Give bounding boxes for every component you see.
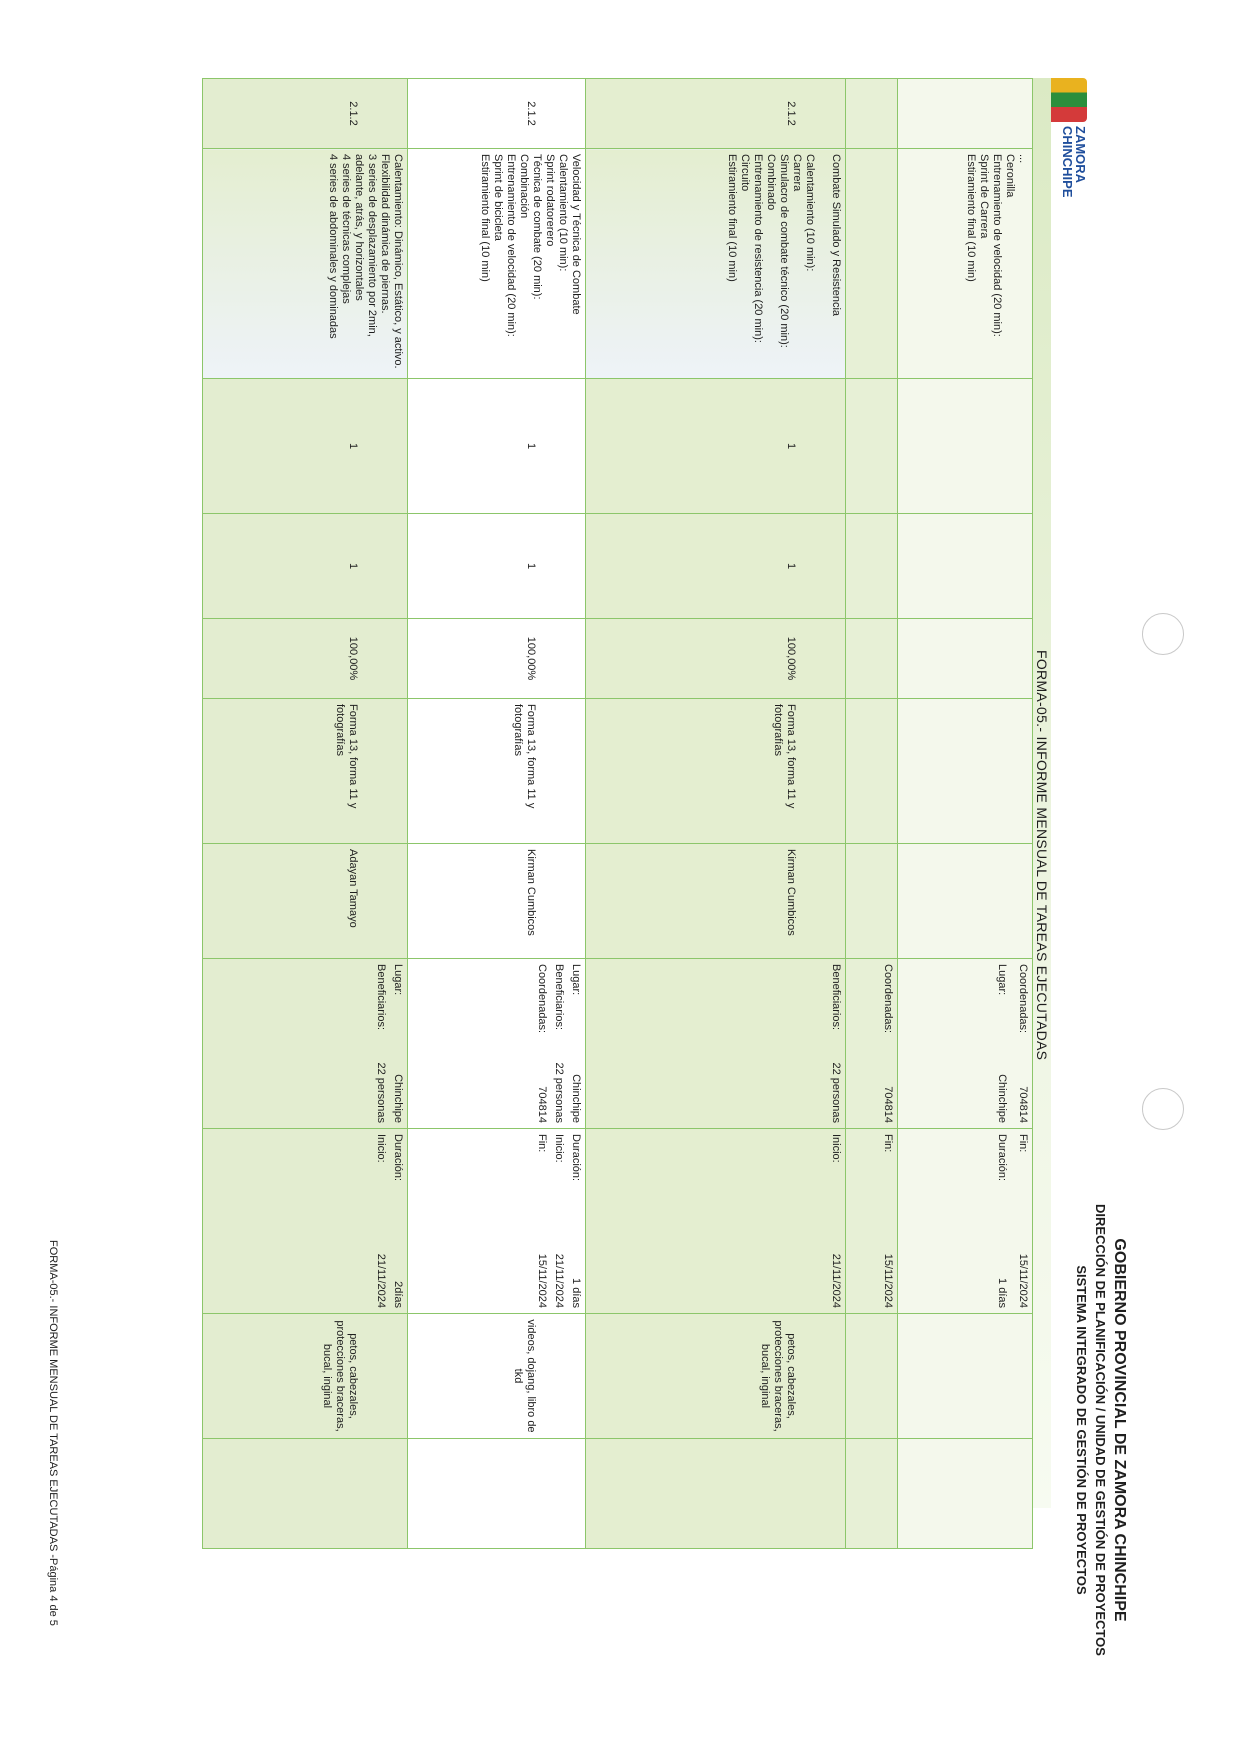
activity-description: Combate Simulado y Resistencia Calentamiento (10 min): Carrera Simulacro de combate técnico (20 min): Combinado Entrenamiento de resistencia (20 min): Circuito Estiramiento final (10 min) — [586, 149, 846, 379]
activity-description: ... Ceronilla Entrenamiento de velocidad (20 min): Sprint de Carrera Estiramiento final (10 min) — [898, 149, 1033, 379]
observations — [203, 1439, 408, 1549]
label-value-pair — [1016, 964, 1029, 1123]
table-row — [203, 79, 408, 1549]
observations — [586, 1439, 846, 1549]
form-title: FORMA-05.- INFORME MENSUAL DE TAREAS EJECUTADAS — [1034, 650, 1050, 1061]
beneficiaries-location — [898, 959, 1033, 1129]
dates-duration — [898, 1129, 1033, 1314]
field-label: Coordenadas: — [536, 964, 548, 1034]
field-label: Coordenadas: — [1017, 964, 1029, 1034]
field-label: Fin: — [536, 1134, 548, 1153]
document-header — [1072, 1150, 1129, 1710]
label-value-pair — [995, 1134, 1008, 1308]
label-value-pair — [552, 1134, 565, 1308]
field-label: Fin: — [1017, 1134, 1029, 1153]
executed-count: 1 — [586, 514, 846, 619]
activity-description: Velocidad y Técnica de Combate Calentamiento (10 min): Sprint rodatorerero Técnica de combate (20 min): Combinación Entrenamiento de velocidad (20 min): Sprint de bicicleta Estiramiento final (10 min) — [408, 149, 586, 379]
beneficiaries-location — [586, 959, 846, 1129]
field-label: Lugar: — [392, 964, 404, 996]
field-label: Fin: — [882, 1134, 894, 1153]
label-value-pair — [829, 1134, 842, 1308]
label-value-pair — [374, 964, 387, 1123]
executed-count: 1 — [408, 514, 586, 619]
planned-count — [846, 379, 898, 514]
dates-duration — [203, 1129, 408, 1314]
label-value-pair — [552, 964, 565, 1123]
field-value: 22 personas — [375, 1062, 387, 1123]
field-value: 1 días — [996, 1278, 1008, 1308]
completion-percent — [846, 619, 898, 699]
logo-text: ZAMORA CHINCHIPE — [1060, 126, 1088, 198]
field-value: Chinchipe — [996, 1074, 1008, 1123]
completion-percent: 100,00% — [408, 619, 586, 699]
label-value-pair — [535, 1134, 548, 1308]
executed-count — [898, 514, 1033, 619]
field-label: Coordenadas: — [882, 964, 894, 1034]
evidence — [846, 699, 898, 844]
beneficiaries-location — [846, 959, 898, 1129]
field-label: Beneficiarios: — [830, 964, 842, 1031]
materials: petos, cabezales, protecciones braceras, bucal, inginal — [586, 1314, 846, 1439]
activity-description: Calentamiento: Dinámico, Estático, y activo. Flexibilidad dinámica de piernas. 3 series de desplazamiento por 2min, adelante, atrás, y horizontales 4 series de técnicas complejas 4 series de abdominales y dominadas — [203, 149, 408, 379]
field-label: Beneficiarios: — [375, 964, 387, 1031]
executed-count: 1 — [203, 514, 408, 619]
tasks-table — [202, 78, 1033, 1549]
field-value: 15/11/2024 — [1017, 1253, 1029, 1308]
table-row — [408, 79, 586, 1549]
field-label: Beneficiarios: — [553, 964, 565, 1031]
field-label: Inicio: — [375, 1134, 387, 1163]
activity-code: 2.1.2 — [203, 79, 408, 149]
label-value-pair — [881, 964, 894, 1123]
table-row — [586, 79, 846, 1549]
executed-count — [846, 514, 898, 619]
evidence: Forma 13, forma 11 y fotografías — [408, 699, 586, 844]
responsible: Kirman Cumbicos — [408, 844, 586, 959]
field-value: 1 días — [570, 1278, 582, 1308]
field-label: Duración: — [996, 1134, 1008, 1182]
field-value: 22 personas — [553, 1062, 565, 1123]
dates-duration — [586, 1129, 846, 1314]
responsible — [846, 844, 898, 959]
field-label: Lugar: — [996, 964, 1008, 996]
evidence — [898, 699, 1033, 844]
department-name: DIRECCIÓN DE PLANIFICACIÓN / UNIDAD DE GESTIÓN DE PROYECTOS — [1093, 1204, 1108, 1656]
label-value-pair — [1016, 1134, 1029, 1308]
beneficiaries-location — [203, 959, 408, 1129]
field-label: Inicio: — [553, 1134, 565, 1163]
label-value-pair — [829, 964, 842, 1123]
completion-percent: 100,00% — [586, 619, 846, 699]
punch-hole — [1142, 613, 1184, 655]
dates-duration — [408, 1129, 586, 1314]
activity-code — [898, 79, 1033, 149]
completion-percent: 100,00% — [203, 619, 408, 699]
beneficiaries-location — [408, 959, 586, 1129]
label-value-pair — [535, 964, 548, 1123]
field-label: Inicio: — [830, 1134, 842, 1163]
field-label: Duración: — [570, 1134, 582, 1182]
evidence: Forma 13, forma 11 y fotografías — [586, 699, 846, 844]
label-value-pair — [391, 1134, 404, 1308]
planned-count: 1 — [408, 379, 586, 514]
planned-count: 1 — [203, 379, 408, 514]
field-label: Lugar: — [570, 964, 582, 996]
observations — [846, 1439, 898, 1549]
page-footer: FORMA-05.- INFORME MENSUAL DE TAREAS EJECUTADAS -Página 4 de 5 — [47, 1240, 59, 1626]
dates-duration — [846, 1129, 898, 1314]
field-value: Chinchipe — [570, 1074, 582, 1123]
field-value: 21/11/2024 — [553, 1253, 565, 1308]
observations — [898, 1439, 1033, 1549]
punch-hole — [1142, 1088, 1184, 1130]
field-value: 21/11/2024 — [830, 1253, 842, 1308]
materials — [898, 1314, 1033, 1439]
table-row — [898, 79, 1033, 1549]
planned-count: 1 — [586, 379, 846, 514]
activity-description — [846, 149, 898, 379]
completion-percent — [898, 619, 1033, 699]
field-value: 15/11/2024 — [536, 1253, 548, 1308]
materials: videos, dojang, libro de tkd — [408, 1314, 586, 1439]
field-value: 704814 — [882, 1086, 894, 1123]
table-row — [846, 79, 898, 1549]
planned-count — [898, 379, 1033, 514]
label-value-pair — [881, 1134, 894, 1308]
system-name: SISTEMA INTEGRADO DE GESTIÓN DE PROYECTOS — [1074, 1265, 1089, 1595]
field-value: 704814 — [536, 1086, 548, 1123]
materials — [846, 1314, 898, 1439]
responsible — [898, 844, 1033, 959]
observations — [408, 1439, 586, 1549]
label-value-pair — [391, 964, 404, 1123]
evidence: Forma 13, forma 11 y fotografías — [203, 699, 408, 844]
field-value: 21/11/2024 — [375, 1253, 387, 1308]
field-label: Duración: — [392, 1134, 404, 1182]
activity-code: 2.1.2 — [408, 79, 586, 149]
label-value-pair — [569, 1134, 582, 1308]
label-value-pair — [569, 964, 582, 1123]
activity-code — [846, 79, 898, 149]
responsible: Adayan Tamayo — [203, 844, 408, 959]
field-value: Chinchipe — [392, 1074, 404, 1123]
materials: petos, cabezales, protecciones braceras, bucal, inginal — [203, 1314, 408, 1439]
org-name: GOBIERNO PROVINCIAL DE ZAMORA CHINCHIPE — [1111, 1238, 1128, 1622]
responsible: Kirman Cumbicos — [586, 844, 846, 959]
field-value: 2días — [392, 1281, 404, 1308]
activity-code: 2.1.2 — [586, 79, 846, 149]
field-value: 704814 — [1017, 1086, 1029, 1123]
label-value-pair — [374, 1134, 387, 1308]
label-value-pair — [995, 964, 1008, 1123]
field-value: 22 personas — [830, 1062, 842, 1123]
field-value: 15/11/2024 — [882, 1253, 894, 1308]
